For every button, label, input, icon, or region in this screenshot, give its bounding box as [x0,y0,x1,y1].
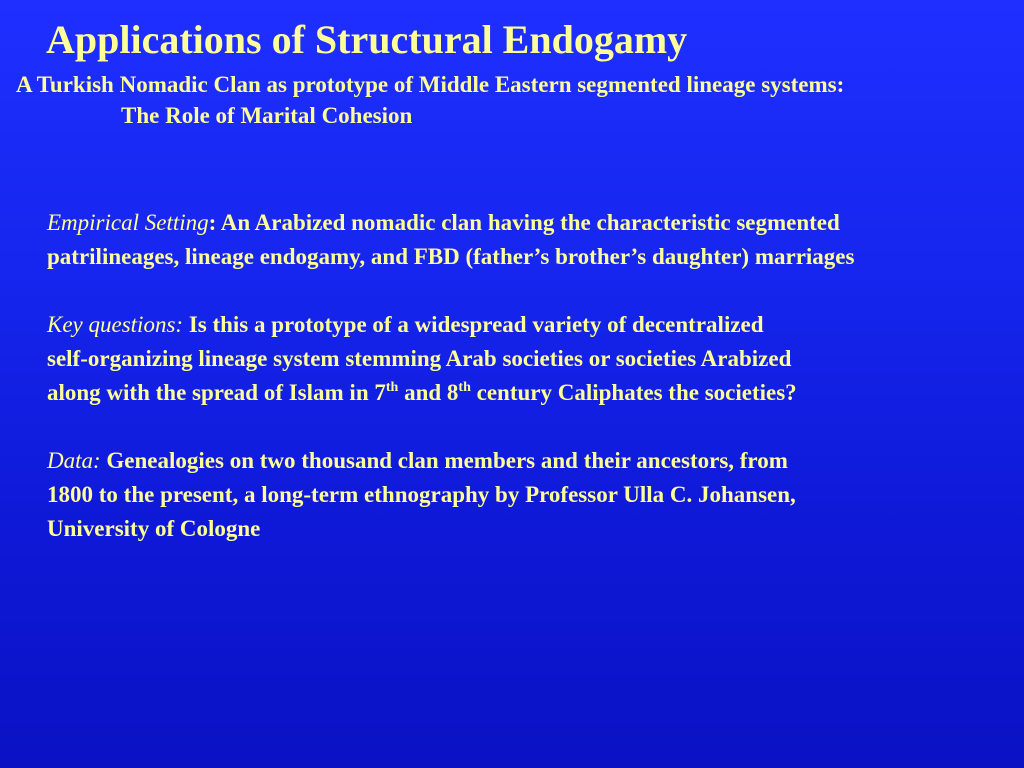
data-label: Data: [47,448,101,473]
empirical-setting-line-1 [47,206,1012,240]
slide-body [47,206,1012,580]
empirical-setting-text-2: patrilineages, lineage endogamy, and FBD (father’s brother’s daughter) marriages [47,244,855,269]
empirical-setting-paragraph [47,206,1012,274]
key-questions-line-1 [47,308,1012,342]
empirical-setting-colon: : [208,210,217,235]
key-questions-paragraph [47,308,1012,410]
subtitle-line-1: A Turkish Nomadic Clan as prototype of Middle Eastern segmented lineage systems: [16,72,845,97]
key-questions-text-3a: along with the spread of Islam in 7 [47,380,386,405]
empirical-setting-text-1: An Arabized nomadic clan having the characteristic segmented [220,210,840,235]
key-questions-label: Key questions: [47,312,184,337]
key-questions-line-3 [47,376,1012,410]
subtitle-line-2: The Role of Marital Cohesion [121,103,413,128]
key-questions-text-2: self-organizing lineage system stemming Arab societies or societies Arabized [47,346,792,371]
key-questions-text-1: Is this a prototype of a widespread variety of decentralized [188,312,764,337]
data-text-3: University of Cologne [47,516,261,541]
data-text-2: 1800 to the present, a long-term ethnography by Professor Ulla C. Johansen, [47,482,796,507]
superscript-th-1: th [385,380,399,395]
slide-title: Applications of Structural Endogamy [46,17,688,62]
key-questions-text-3c: century Caliphates the societies? [470,380,797,405]
data-paragraph [47,444,1012,546]
empirical-setting-label: Empirical Setting [47,210,209,235]
superscript-th-2: th [458,380,471,395]
data-line-1 [47,444,1012,478]
key-questions-text-3b: and 8 [398,380,459,405]
data-text-1: Genealogies on two thousand clan members and their ancestors, from [106,448,788,473]
